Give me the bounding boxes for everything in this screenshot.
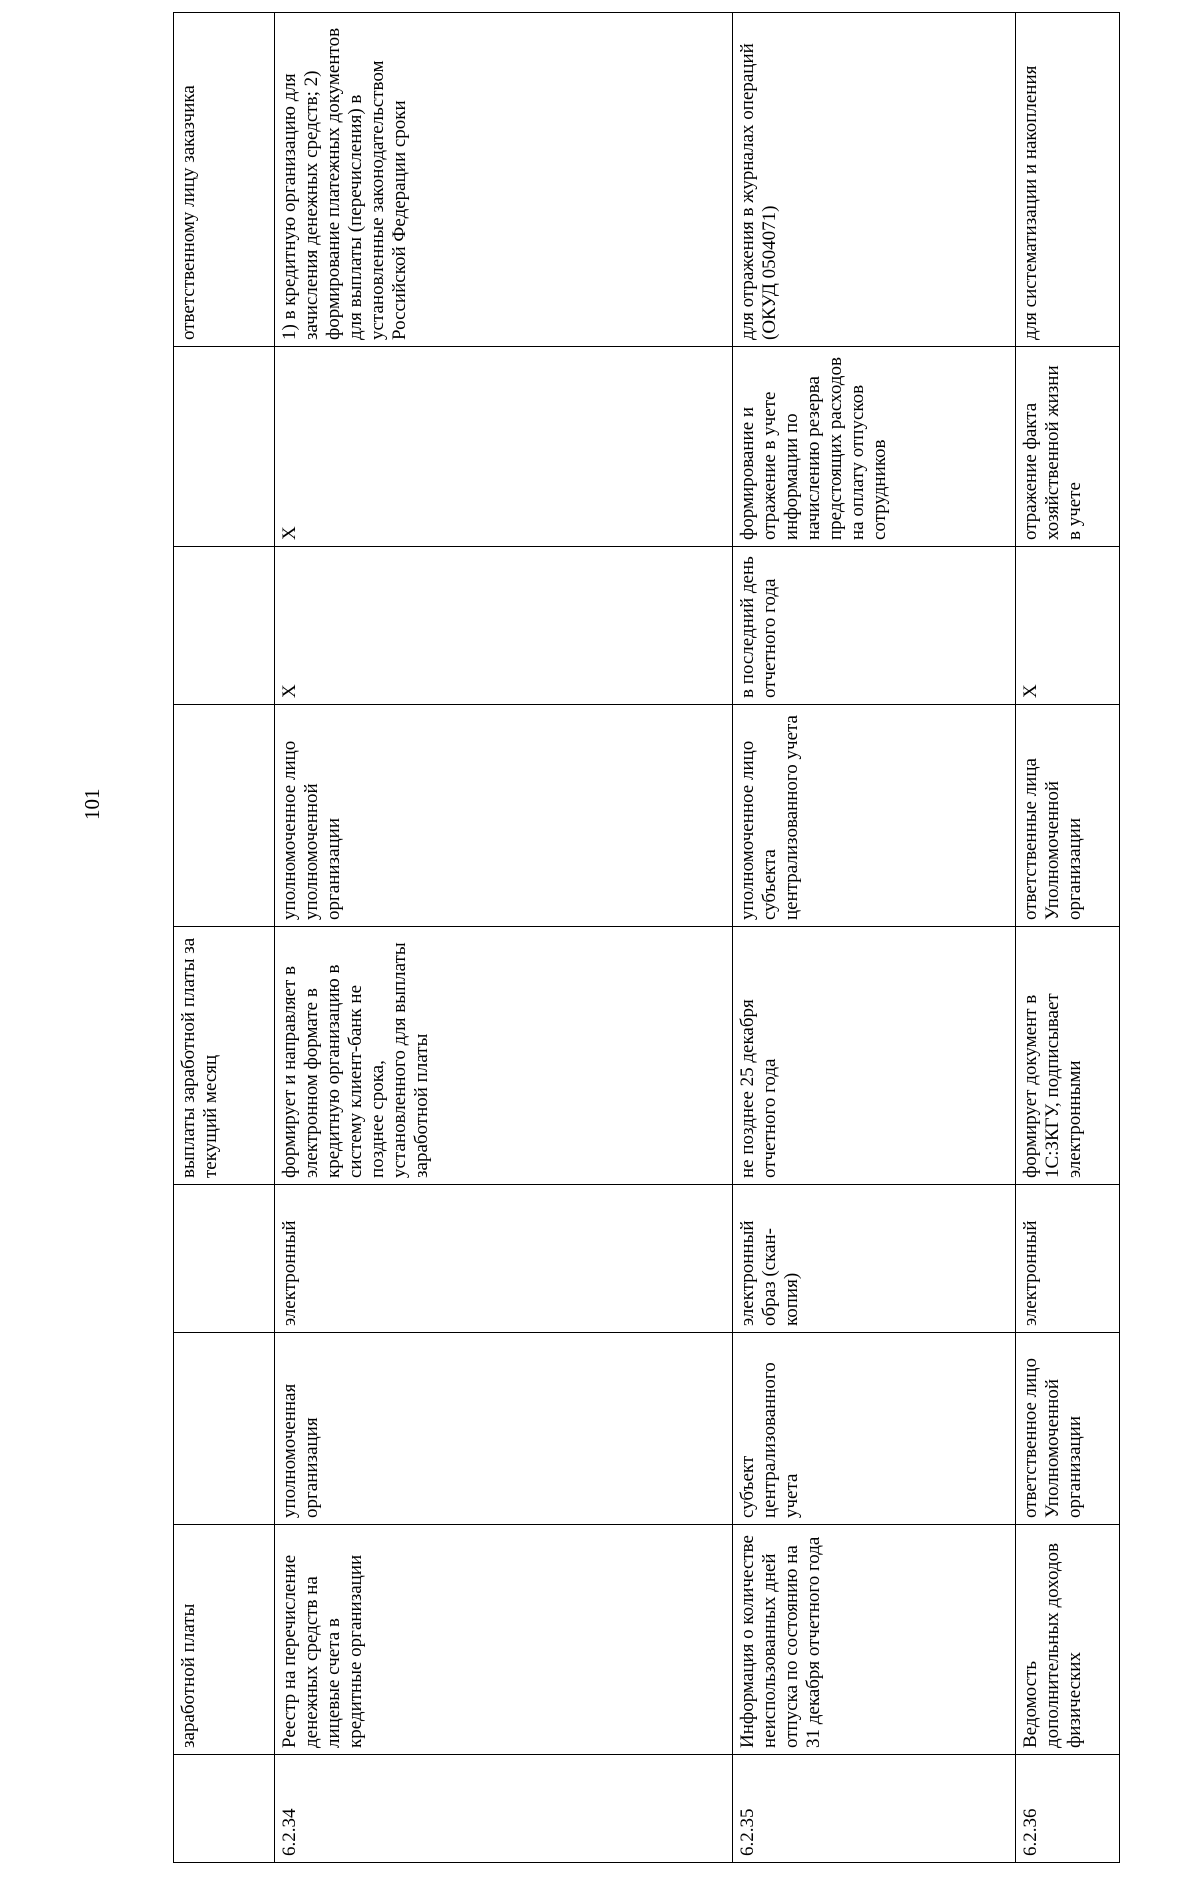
accounting-deadline-cell: Х [1016, 547, 1120, 705]
row-number-cell [174, 1755, 275, 1863]
table-row [275, 13, 733, 1863]
signer-cell: ответственные лица Уполномоченной организации [1016, 705, 1120, 927]
row-number-cell: 6.2.34 [275, 1755, 733, 1863]
row-number-cell: 6.2.35 [733, 1755, 1016, 1863]
deadline-cell: формирует документ в 1С:ЗКГУ, подписывает электронными [1016, 927, 1120, 1185]
page-number: 101 [80, 788, 104, 820]
table-row [1016, 13, 1120, 1863]
document-name-cell: Информация о количестве неиспользованных дней отпуска по состоянию на 31 декабря отчетного года [733, 1525, 1016, 1755]
table-row [733, 13, 1016, 1863]
purpose-cell: ответственному лицу заказчика [174, 13, 275, 347]
purpose-cell: 1) в кредитную организацию для зачисления денежных средств; 2) формирование платежных документов для выплаты (перечисления) в установленные законодательством Российской Федерации сроки [275, 13, 733, 347]
accounting-deadline-cell: Х [275, 547, 733, 705]
document-flow-table [173, 12, 1120, 1863]
signer-cell [174, 705, 275, 927]
deadline-cell: формирует и направляет в электронном формате в кредитную организацию в систему клиент-банк не позднее срока, установленного для выплаты заработной платы [275, 927, 733, 1185]
responsible-cell: ответственное лицо Уполномоченной организации [1016, 1333, 1120, 1525]
action-cell [174, 347, 275, 547]
form-cell: электронный [1016, 1185, 1120, 1333]
signer-cell: уполномоченное лицо уполномоченной организации [275, 705, 733, 927]
accounting-deadline-cell: в последний день отчетного года [733, 547, 1016, 705]
document-name-cell: Ведомость дополнительных доходов физических [1016, 1525, 1120, 1755]
action-cell: отражение факта хозяйственной жизни в учете [1016, 347, 1120, 547]
deadline-cell: не позднее 25 декабря отчетного года [733, 927, 1016, 1185]
form-cell: электронный образ (скан-копия) [733, 1185, 1016, 1333]
responsible-cell: уполномоченная организация [275, 1333, 733, 1525]
action-cell: Х [275, 347, 733, 547]
table-row [174, 13, 275, 1863]
responsible-cell: субъект централизованного учета [733, 1333, 1016, 1525]
responsible-cell [174, 1333, 275, 1525]
form-cell: электронный [275, 1185, 733, 1333]
purpose-cell: для систематизации и накопления [1016, 13, 1120, 347]
document-name-cell: заработной платы [174, 1525, 275, 1755]
deadline-cell: выплаты заработной платы за текущий месяц [174, 927, 275, 1185]
form-cell [174, 1185, 275, 1333]
document-name-cell: Реестр на перечисление денежных средств на лицевые счета в кредитные организации [275, 1525, 733, 1755]
row-number-cell: 6.2.36 [1016, 1755, 1120, 1863]
action-cell: формирование и отражение в учете информации по начислению резерва предстоящих расходов на оплату отпусков сотрудников [733, 347, 1016, 547]
purpose-cell: для отражения в журналах операций (ОКУД 0504071) [733, 13, 1016, 347]
rotated-page-content [173, 13, 1088, 1883]
signer-cell: уполномоченное лицо субъекта централизованного учета [733, 705, 1016, 927]
accounting-deadline-cell [174, 547, 275, 705]
